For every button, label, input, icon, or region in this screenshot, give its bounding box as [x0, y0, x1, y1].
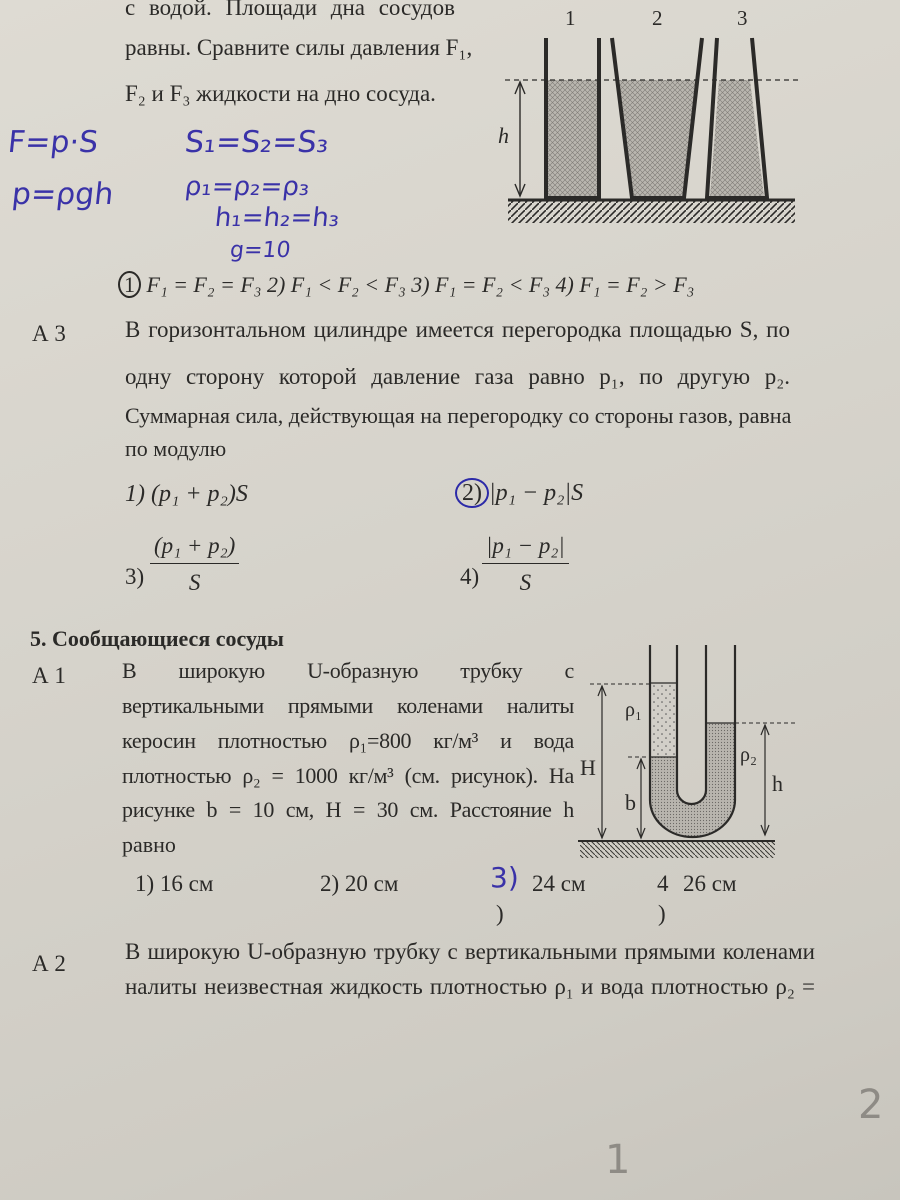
question-label: А 1 — [32, 663, 66, 688]
question-text-line: В горизонтальном цилиндре имеется перегородка площадью S, по — [125, 317, 790, 342]
question-text-line: В широкую U-образную трубку с — [122, 658, 574, 683]
selected-answer-mark: 2) — [455, 478, 489, 508]
option-3: 3) F₁ = F₂ < F₃ — [411, 272, 551, 297]
option-4-number: 4) — [460, 564, 480, 589]
option-3-paren: ) — [496, 901, 504, 926]
handwritten-formula: g=10 — [228, 238, 292, 263]
denominator: S — [188, 570, 201, 595]
pencil-mark: 1 — [605, 1137, 631, 1183]
handwritten-formula: S₁=S₂=S₃ — [183, 125, 331, 160]
question-text-line: одну сторону которой давление газа равно p₁, по другую p₂. — [125, 364, 790, 389]
option-4: 26 см — [683, 871, 737, 896]
pencil-mark: 2 — [858, 1082, 884, 1128]
option-4-paren: ) — [658, 901, 666, 926]
u-tube-figure — [578, 645, 798, 858]
option-1: 1) 16 см — [135, 871, 214, 896]
question-text-line: Суммарная сила, действующая на перегородку со стороны газов, равна — [125, 403, 792, 428]
handwritten-formula: p=ρgh — [10, 177, 116, 212]
rho2-label: ρ₂ — [740, 744, 757, 766]
numerator: |p₁ − p₂| — [482, 533, 569, 564]
option-2: 2) F₁ < F₂ < F₃ — [266, 272, 406, 297]
H-label: H — [580, 755, 596, 780]
selected-answer-mark: 1 — [118, 271, 141, 298]
option-3: 24 см — [532, 871, 586, 896]
b-label: b — [625, 790, 636, 815]
handwritten-answer-mark: 3) — [490, 861, 519, 894]
rho1-label: ρ₁ — [625, 699, 642, 721]
question-text-line: по модулю — [125, 436, 227, 461]
option-4-number: 4 — [657, 871, 669, 896]
option-1: F₁ = F₂ = F₃ — [146, 272, 262, 297]
h-label: h — [772, 771, 783, 796]
option-1: 1) (p₁ + p₂)S — [125, 481, 248, 507]
section-title: 5. Сообщающиеся сосуды — [30, 626, 284, 651]
option-2-expr: |p₁ − p₂|S — [489, 480, 584, 506]
denominator: S — [519, 570, 532, 595]
question-label: А 3 — [32, 321, 66, 346]
ground-hatch — [508, 201, 795, 223]
option-2: 2) 20 см — [320, 871, 399, 896]
vessel-1-label: 1 — [565, 6, 576, 30]
handwritten-formula: h₁=h₂=h₃ — [213, 203, 341, 233]
height-label: h — [498, 123, 509, 148]
question-text-line: налиты неизвестная жидкость плотностью ρ₁ и вода плотностью ρ₂ = — [125, 974, 815, 999]
question-text-line: равно — [122, 832, 176, 857]
u-tube-inner — [677, 645, 706, 804]
problem-text-line: с водой. Площади дна сосудов — [125, 0, 455, 20]
liquid-vessel-1 — [548, 80, 597, 197]
option-4: 4) F₁ = F₂ > F₃ — [555, 272, 695, 297]
question-label: А 2 — [32, 951, 66, 976]
handwritten-formula: F=p·S — [6, 125, 100, 160]
handwritten-formula: ρ₁=ρ₂=ρ₃ — [183, 172, 311, 202]
question-text-line: В широкую U-образную трубку с вертикальными прямыми коленами — [125, 939, 815, 964]
question-text-line: рисунке b = 10 см, H = 30 см. Расстояние h — [122, 797, 574, 822]
vessels-figure — [505, 38, 800, 223]
vessel-2-label: 2 — [652, 6, 663, 30]
vessel-3-label: 3 — [737, 6, 748, 30]
option-3-number: 3) — [125, 564, 145, 589]
question-text-line: плотностью ρ₂ = 1000 кг/м³ (см. рисунок). На — [122, 763, 574, 788]
problem-text-line: F₂ и F₃ жидкости на дно сосуда. — [125, 81, 436, 106]
numerator: (p₁ + p₂) — [150, 533, 239, 564]
question-text-line: вертикальными прямыми коленами налиты — [122, 693, 574, 718]
ground-hatch — [580, 842, 775, 858]
question-text-line: керосин плотностью ρ₁=800 кг/м³ и вода — [122, 728, 574, 753]
kerosene — [650, 683, 677, 757]
problem-text-line: равны. Сравните силы давления F₁, — [125, 35, 473, 60]
